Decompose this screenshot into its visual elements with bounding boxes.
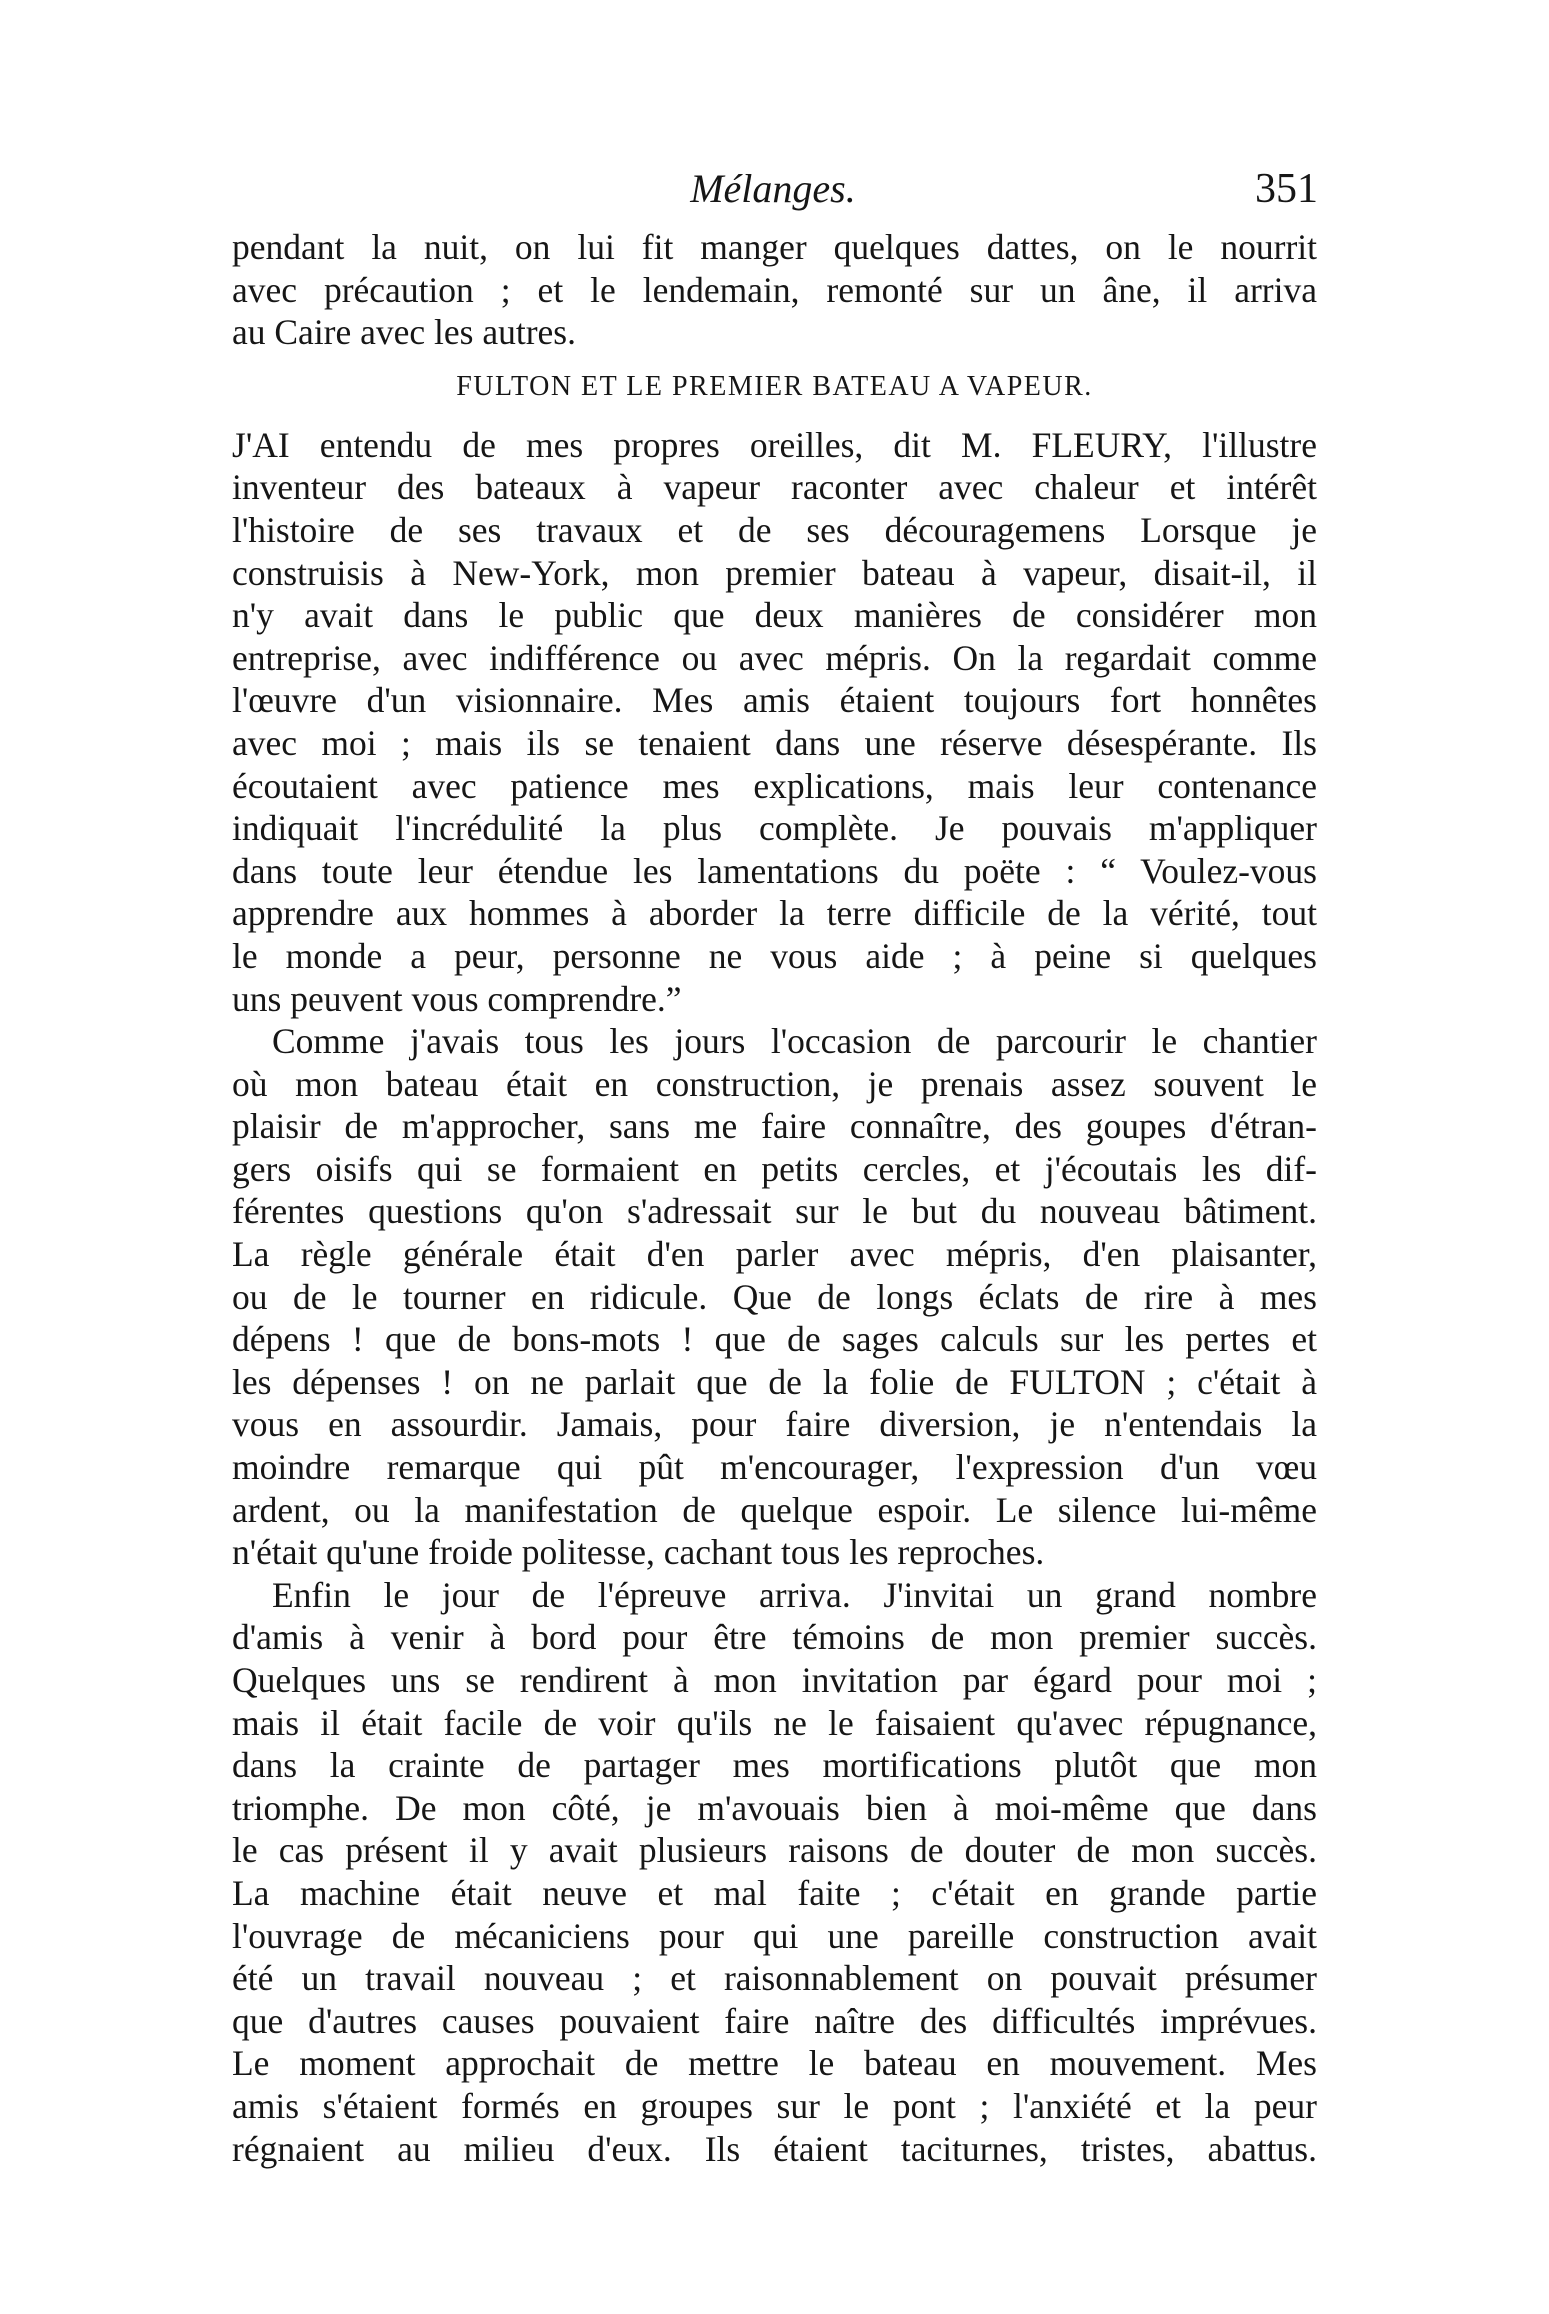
text-line: La machine était neuve et mal faite ; c'était en grande partie	[232, 1872, 1317, 1913]
text-line: où mon bateau était en construction, je prenais assez souvent le	[232, 1063, 1317, 1104]
text-line: gers oisifs qui se formaient en petits cercles, et j'écoutais les dif-	[232, 1148, 1317, 1189]
text-line: moindre remarque qui pût m'encourager, l'expression d'un vœu	[232, 1447, 1317, 1488]
text-line: Comme j'avais tous les jours l'occasion de parcourir le chantier	[272, 1021, 1317, 1062]
text-line: que d'autres causes pouvaient faire naître des difficultés imprévues.	[232, 2000, 1317, 2041]
text-line: apprendre aux hommes à aborder la terre difficile de la vérité, tout	[232, 893, 1317, 934]
text-line: dans la crainte de partager mes mortifications plutôt que mon	[232, 1745, 1317, 1786]
text-line: mais il était facile de voir qu'ils ne le faisaient qu'avec répugnance,	[232, 1702, 1317, 1743]
text-line: le monde a peur, personne ne vous aide ; à peine si quelques	[232, 935, 1317, 976]
text-line: La règle générale était d'en parler avec mépris, d'en plaisanter,	[232, 1234, 1317, 1275]
text-line: avec moi ; mais ils se tenaient dans une réserve désespérante. Ils	[232, 722, 1317, 763]
page-number: 351	[1255, 166, 1318, 212]
text-line: l'ouvrage de mécaniciens pour qui une pareille construction avait	[232, 1915, 1317, 1956]
text-line: l'œuvre d'un visionnaire. Mes amis étaient toujours fort honnêtes	[232, 680, 1317, 721]
text-line: Quelques uns se rendirent à mon invitation par égard pour moi ;	[232, 1660, 1317, 1700]
text-line: amis s'étaient formés en groupes sur le pont ; l'anxiété et la peur	[232, 2085, 1317, 2126]
text-line: le cas présent il y avait plusieurs raisons de douter de mon succès.	[232, 1830, 1317, 1871]
text-line: écoutaient avec patience mes explications, mais leur contenance	[232, 765, 1317, 806]
text-line: férentes questions qu'on s'adressait sur le but du nouveau bâtiment.	[232, 1191, 1317, 1232]
section-heading: FULTON ET LE PREMIER BATEAU A VAPEUR.	[456, 370, 1093, 402]
text-line: régnaient au milieu d'eux. Ils étaient taciturnes, tristes, abattus.	[232, 2128, 1317, 2169]
text-line: n'était qu'une froide politesse, cachant tous les reproches.	[232, 1532, 1045, 1573]
page-header	[228, 165, 1318, 215]
text-line: ardent, ou la manifestation de quelque espoir. Le silence lui-même	[232, 1489, 1317, 1530]
text-line: Enfin le jour de l'épreuve arriva. J'invitai un grand nombre	[272, 1574, 1317, 1615]
body-text	[232, 226, 1317, 2170]
text-line: n'y avait dans le public que deux manières de considérer mon	[232, 595, 1317, 636]
text-line: inventeur des bateaux à vapeur raconter avec chaleur et intérêt	[232, 467, 1317, 508]
text-line: triomphe. De mon côté, je m'avouais bien à moi-même que dans	[232, 1787, 1317, 1828]
text-line: été un travail nouveau ; et raisonnablement on pouvait présumer	[232, 1958, 1317, 1999]
running-title: Mélanges.	[690, 166, 856, 211]
text-line: vous en assourdir. Jamais, pour faire diversion, je n'entendais la	[232, 1404, 1317, 1445]
text-line: pendant la nuit, on lui fit manger quelques dattes, on le nourrit	[232, 227, 1317, 267]
text-line: indiquait l'incrédulité la plus complète. Je pouvais m'appliquer	[232, 808, 1317, 849]
text-line: l'histoire de ses travaux et de ses découragemens Lorsque je	[232, 509, 1317, 550]
text-line: ou de le tourner en ridicule. Que de longs éclats de rire à mes	[232, 1276, 1317, 1317]
text-line: dans toute leur étendue les lamentations du poëte : “ Voulez-vous	[232, 850, 1317, 891]
text-line: entreprise, avec indifférence ou avec mépris. On la regardait comme	[232, 637, 1317, 678]
text-line: uns peuvent vous comprendre.”	[232, 978, 682, 1019]
text-line: les dépenses ! on ne parlait que de la folie de FULTON ; c'était à	[232, 1361, 1317, 1402]
text-line: J'AI entendu de mes propres oreilles, dit M. FLEURY, l'illustre	[232, 424, 1317, 465]
text-line: avec précaution ; et le lendemain, remonté sur un âne, il arriva	[232, 269, 1317, 310]
text-line: Le moment approchait de mettre le bateau en mouvement. Mes	[232, 2043, 1317, 2084]
text-line: d'amis à venir à bord pour être témoins de mon premier succès.	[232, 1617, 1317, 1658]
text-line: construisis à New-York, mon premier bateau à vapeur, disait-il, il	[232, 552, 1317, 593]
text-line: au Caire avec les autres.	[232, 312, 576, 353]
text-line: plaisir de m'approcher, sans me faire connaître, des goupes d'étran-	[232, 1106, 1317, 1147]
text-line: dépens ! que de bons-mots ! que de sages calculs sur les pertes et	[232, 1319, 1317, 1360]
